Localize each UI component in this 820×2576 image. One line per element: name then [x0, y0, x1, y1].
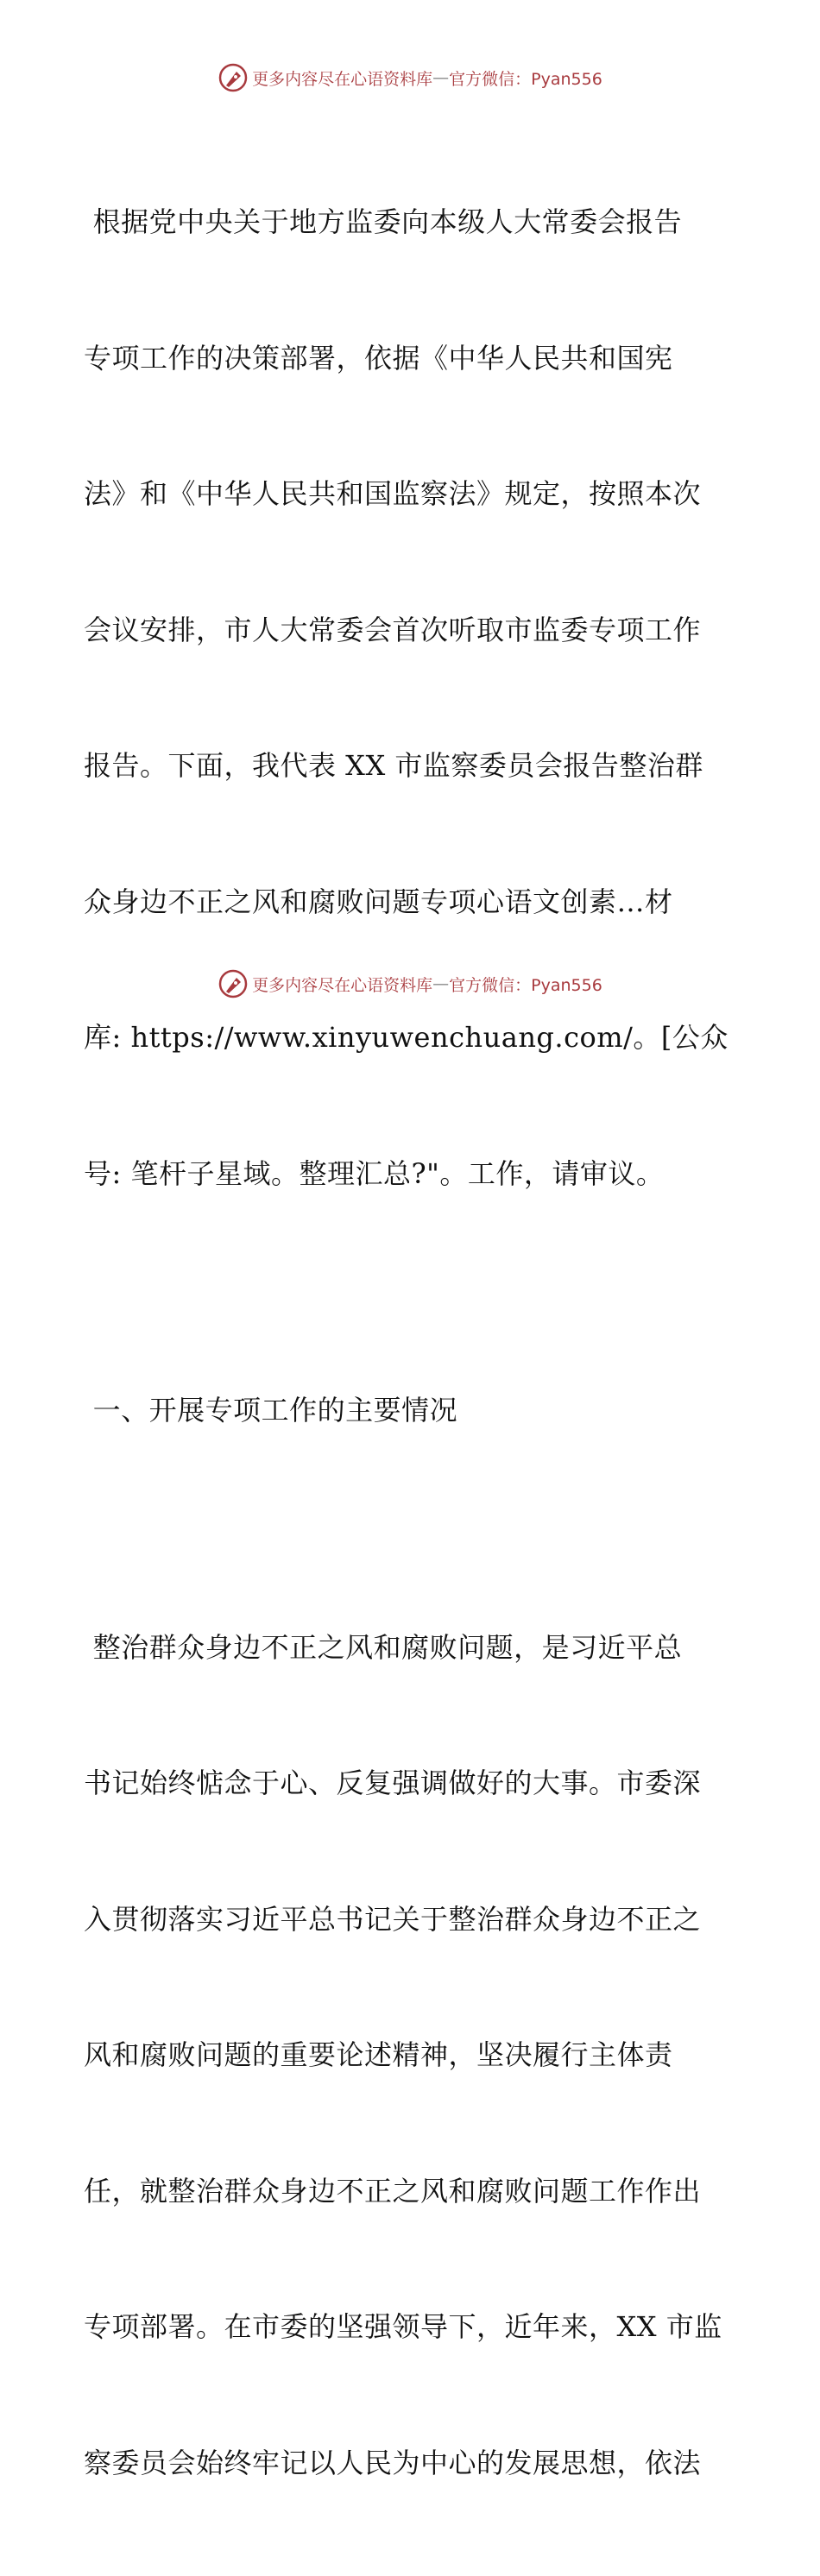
heading-text: 一、开展专项工作的主要情况 — [84, 1388, 748, 1433]
paragraph-situation — [84, 1534, 748, 2576]
banner-separator: — — [432, 68, 449, 87]
text-line: 会议安排，市人大常委会首次听取市监委专项工作 — [84, 608, 748, 653]
banner-wechat-text: 官方微信：Pyan556 — [449, 973, 602, 996]
header-banner — [0, 60, 820, 95]
pen-nib-logo-icon — [218, 968, 249, 999]
text-line: 专项工作的决策部署，依据《中华人民共和国宪 — [84, 336, 748, 381]
text-line: 书记始终惦念于心、反复强调做好的大事。市委深 — [84, 1760, 748, 1806]
banner-main-text: 更多内容尽在心语资料库 — [252, 973, 432, 996]
text-line: 众身边不正之风和腐败问题专项心语文创素…材 — [84, 879, 748, 925]
text-line: 法》和《中华人民共和国监察法》规定，按照本次 — [84, 471, 748, 517]
text-line: 根据党中央关于地方监委向本级人大常委会报告 — [84, 199, 748, 245]
banner-main-text: 更多内容尽在心语资料库 — [252, 66, 432, 90]
paragraph-intro — [84, 109, 748, 1287]
text-line: 报告。下面，我代表 XX 市监察委员会报告整治群 — [84, 743, 748, 789]
footer-banner — [0, 967, 820, 1001]
text-line: 风和腐败问题的重要论述精神，坚决履行主体责 — [84, 2032, 748, 2078]
text-line: 专项部署。在市委的坚强领导下，近年来，XX 市监 — [84, 2304, 748, 2350]
document-body — [84, 109, 748, 2576]
text-line: 察委员会始终牢记以人民为中心的发展思想，依法 — [84, 2441, 748, 2486]
section-heading — [84, 1297, 748, 1524]
pen-nib-logo-icon — [218, 62, 249, 93]
text-line: 整治群众身边不正之风和腐败问题，是习近平总 — [84, 1625, 748, 1671]
banner-wechat-text: 官方微信：Pyan556 — [449, 66, 602, 90]
text-line: 库: https://www.xinyuwenchuang.com/。[公众 — [84, 1015, 748, 1061]
text-line: 入贯彻落实习近平总书记关于整治群众身边不正之 — [84, 1897, 748, 1943]
text-line: 任，就整治群众身边不正之风和腐败问题工作作出 — [84, 2169, 748, 2214]
banner-separator: — — [432, 974, 449, 993]
text-line: 号: 笔杆子星域。整理汇总?"。工作，请审议。 — [84, 1151, 748, 1197]
